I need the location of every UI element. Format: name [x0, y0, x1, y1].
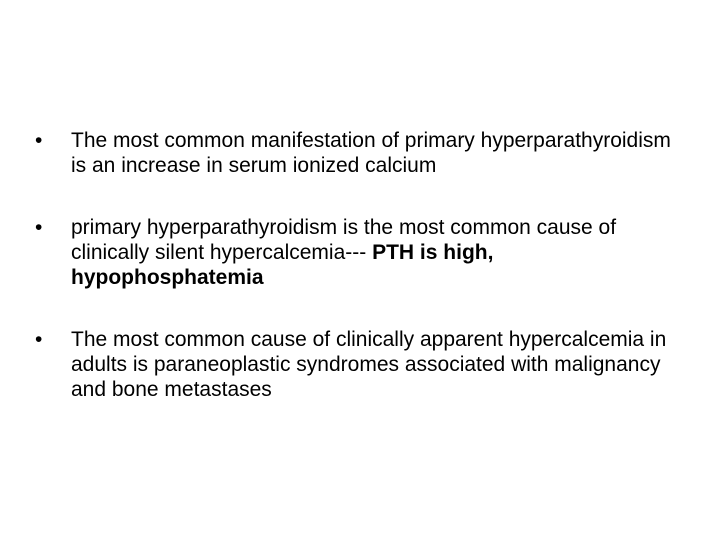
bullet-text: primary hyperparathyroidism is the most common cause of clinically silent hypercalcemia--- [71, 216, 617, 264]
bullet-point-icon: • [35, 216, 43, 239]
bullet-item [35, 128, 685, 178]
bullet-point-icon: • [35, 129, 43, 152]
bullet-text: The most common manifestation of primary hyperparathyroidism is an increase in serum ionized calcium [71, 129, 671, 177]
bullet-text: The most common cause of clinically apparent hypercalcemia in adults is paraneoplastic syndromes associated with malignancy and bone metastases [71, 328, 667, 401]
bullet-bold-text: PTH is high, hypophosphatemia [71, 241, 494, 289]
bullet-item [35, 215, 685, 290]
bullet-point-icon: • [35, 328, 43, 351]
bullet-item [35, 327, 685, 402]
bullet-list [35, 128, 685, 402]
